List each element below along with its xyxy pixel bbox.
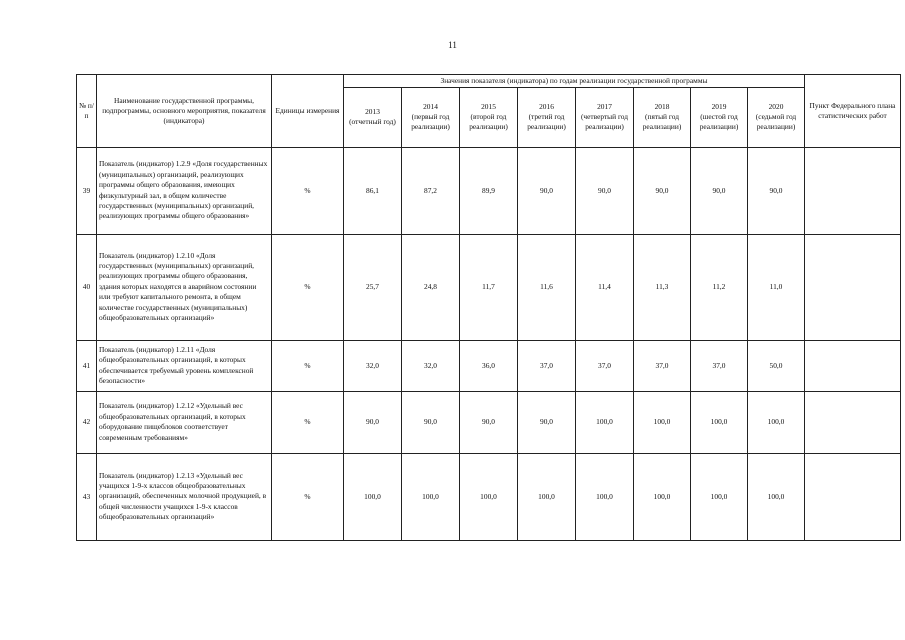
value-2020: 100,0 [748, 453, 805, 540]
value-2020: 11,0 [748, 234, 805, 340]
value-2014: 90,0 [402, 391, 460, 453]
value-2018: 100,0 [634, 453, 691, 540]
header-year-2018: 2018 (пятый год реализации) [634, 87, 691, 147]
unit-cell: % [272, 391, 344, 453]
value-2014: 32,0 [402, 340, 460, 391]
header-year-2013: 2013 (отчетный год) [344, 87, 402, 147]
header-year-2020: 2020 (седьмой год реализации) [748, 87, 805, 147]
value-2019: 100,0 [691, 453, 748, 540]
table-row [77, 453, 901, 540]
plan-cell [805, 453, 901, 540]
value-2014: 100,0 [402, 453, 460, 540]
value-2016: 90,0 [518, 391, 576, 453]
value-2016: 90,0 [518, 147, 576, 234]
value-2014: 87,2 [402, 147, 460, 234]
value-2013: 32,0 [344, 340, 402, 391]
indicators-table [76, 74, 901, 541]
value-2013: 90,0 [344, 391, 402, 453]
header-num: № п/п [77, 75, 97, 148]
header-year-2019: 2019 (шестой год реализации) [691, 87, 748, 147]
value-2019: 100,0 [691, 391, 748, 453]
header-year-2015: 2015 (второй год реализации) [460, 87, 518, 147]
row-number: 41 [77, 340, 97, 391]
value-2014: 24,8 [402, 234, 460, 340]
table-row [77, 234, 901, 340]
row-number: 40 [77, 234, 97, 340]
header-year-2016: 2016 (третий год реализации) [518, 87, 576, 147]
row-number: 39 [77, 147, 97, 234]
plan-cell [805, 234, 901, 340]
indicator-name: Показатель (индикатор) 1.2.12 «Удельный вес общеобразовательных организаций, в которых оборудование пищеблоков соответствует современным требованиям» [97, 391, 272, 453]
value-2016: 11,6 [518, 234, 576, 340]
value-2019: 90,0 [691, 147, 748, 234]
value-2019: 11,2 [691, 234, 748, 340]
value-2017: 11,4 [576, 234, 634, 340]
indicator-name: Показатель (индикатор) 1.2.11 «Доля общеобразовательных организаций, в которых обеспечивается требуемый уровень комплексной безопасности» [97, 340, 272, 391]
value-2016: 100,0 [518, 453, 576, 540]
unit-cell: % [272, 340, 344, 391]
page-number: 11 [448, 40, 457, 50]
unit-cell: % [272, 234, 344, 340]
value-2018: 37,0 [634, 340, 691, 391]
row-number: 42 [77, 391, 97, 453]
header-name: Наименование государственной программы, подпрограммы, основного мероприятия, показателя (индикатора) [97, 75, 272, 148]
header-unit: Единицы измерения [272, 75, 344, 148]
value-2017: 100,0 [576, 391, 634, 453]
row-number: 43 [77, 453, 97, 540]
value-2016: 37,0 [518, 340, 576, 391]
value-2018: 11,3 [634, 234, 691, 340]
value-2015: 89,9 [460, 147, 518, 234]
plan-cell [805, 391, 901, 453]
unit-cell: % [272, 147, 344, 234]
table-row [77, 340, 901, 391]
plan-cell [805, 147, 901, 234]
indicator-name: Показатель (индикатор) 1.2.10 «Доля государственных (муниципальных) организаций, реализующих программы общего образования, здания которых находятся в аварийном состоянии или требуют капитального ремонта, в общем количестве государственных (муниципальных) общеобразовательных организаций» [97, 234, 272, 340]
indicator-name: Показатель (индикатор) 1.2.9 «Доля государственных (муниципальных) организаций, реализующих программы общего образования, имеющих физкультурный зал, в общем количестве государственных (муниципальных) организаций, реализующих программы общего образования» [97, 147, 272, 234]
value-2013: 86,1 [344, 147, 402, 234]
unit-cell: % [272, 453, 344, 540]
table-row [77, 391, 901, 453]
plan-cell [805, 340, 901, 391]
value-2020: 100,0 [748, 391, 805, 453]
value-2015: 90,0 [460, 391, 518, 453]
header-year-2017: 2017 (четвертый год реализации) [576, 87, 634, 147]
header-year-2014: 2014 (первый год реализации) [402, 87, 460, 147]
value-2019: 37,0 [691, 340, 748, 391]
value-2015: 100,0 [460, 453, 518, 540]
value-2013: 100,0 [344, 453, 402, 540]
table-row [77, 147, 901, 234]
value-2015: 11,7 [460, 234, 518, 340]
value-2015: 36,0 [460, 340, 518, 391]
value-2018: 100,0 [634, 391, 691, 453]
value-2020: 90,0 [748, 147, 805, 234]
value-2017: 90,0 [576, 147, 634, 234]
value-2013: 25,7 [344, 234, 402, 340]
header-values: Значения показателя (индикатора) по годам реализации государственной программы [344, 75, 805, 88]
value-2020: 50,0 [748, 340, 805, 391]
value-2017: 100,0 [576, 453, 634, 540]
header-plan: Пункт Федерального плана статистических работ [805, 75, 901, 148]
indicator-name: Показатель (индикатор) 1.2.13 «Удельный вес учащихся 1-9-х классов общеобразовательных организаций, обеспеченных молочной продукцией, в общей численности учащихся 1-9-х классов общеобразовательных организаций» [97, 453, 272, 540]
value-2017: 37,0 [576, 340, 634, 391]
value-2018: 90,0 [634, 147, 691, 234]
